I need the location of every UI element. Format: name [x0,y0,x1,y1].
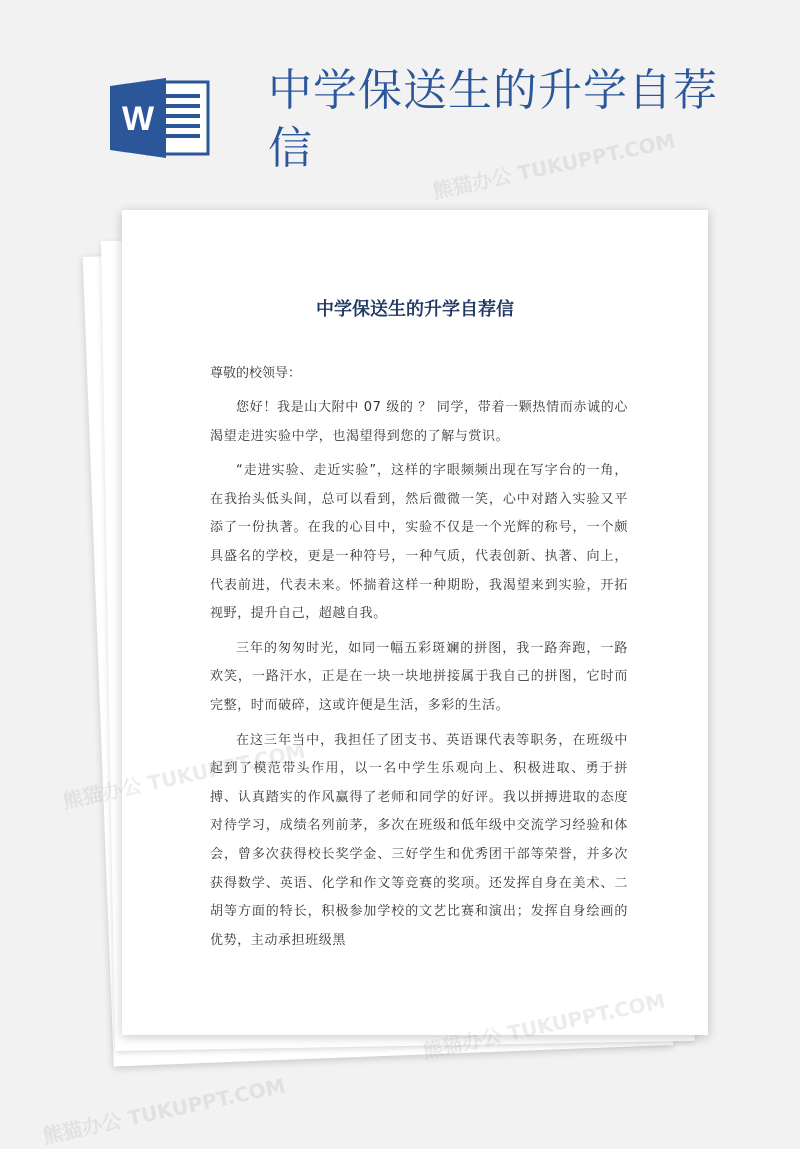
watermark: 熊猫办公 [60,773,144,814]
paragraph: “走进实验、走近实验”，这样的字眼频频出现在写字台的一角，在我抬头低头间，总可以看到，然后微微一笑，心中对踏入实验又平添了一份执著。在我的心目中，实验不仅是一个光辉的称号，一个颇具盛名的学校，更是一种符号，一种气质，代表创新、执著、向上，代表前进，代表未来。怀揣着这样一种期盼，我渴望来到实验，开拓视野，提升自己，超越自我。 [210,463,628,622]
paragraph: 在这三年当中，我担任了团支书、英语课代表等职务，在班级中起到了模范带头作用，以一名中学生乐观向上、积极进取、勇于拼搏、认真踏实的作风赢得了老师和同学的好评。我以拼搏进取的态度对待学习，成绩名列前茅，多次在班级和低年级中交流学习经验和体会，曾多次获得校长奖学金、三好学生和优秀团干部等荣誉，并多次获得数学、英语、化学和作文等竞赛的奖项。还发挥自身在美术、二胡等方面的特长，积极参加学校的文艺比赛和演出；发挥自身绘画的优势，主动承担班级黑 [210,732,628,948]
document-title: 中学保送生的升学自荐信 [316,299,514,320]
svg-text:W: W [121,100,155,138]
watermark: 熊猫办公 TUKUPPT.COM [40,1073,288,1149]
word-document-icon [110,78,210,158]
document-body [210,394,628,961]
paragraph: 三年的匆匆时光，如同一幅五彩斑斓的拼图，我一路奔跑，一路欢笑，一路汗水，正是在一块一块地拼接属于我自己的拼图，它时而完整，时而破碎，这或许便是生活，多彩的生活。 [210,640,628,713]
paragraph: 您好！我是山大附中 07 级的 ？ 同学，带着一颗热情而赤诚的心渴望走进实验中学，也渴望得到您的了解与赏识。 [210,400,628,444]
document-page [122,210,708,1035]
watermark: 熊猫办公 TUKUPPT.COM [430,128,678,204]
page-header-title: 中学保送生的升学自荐信 [268,65,718,174]
salutation: 尊敬的校领导： [210,366,302,381]
